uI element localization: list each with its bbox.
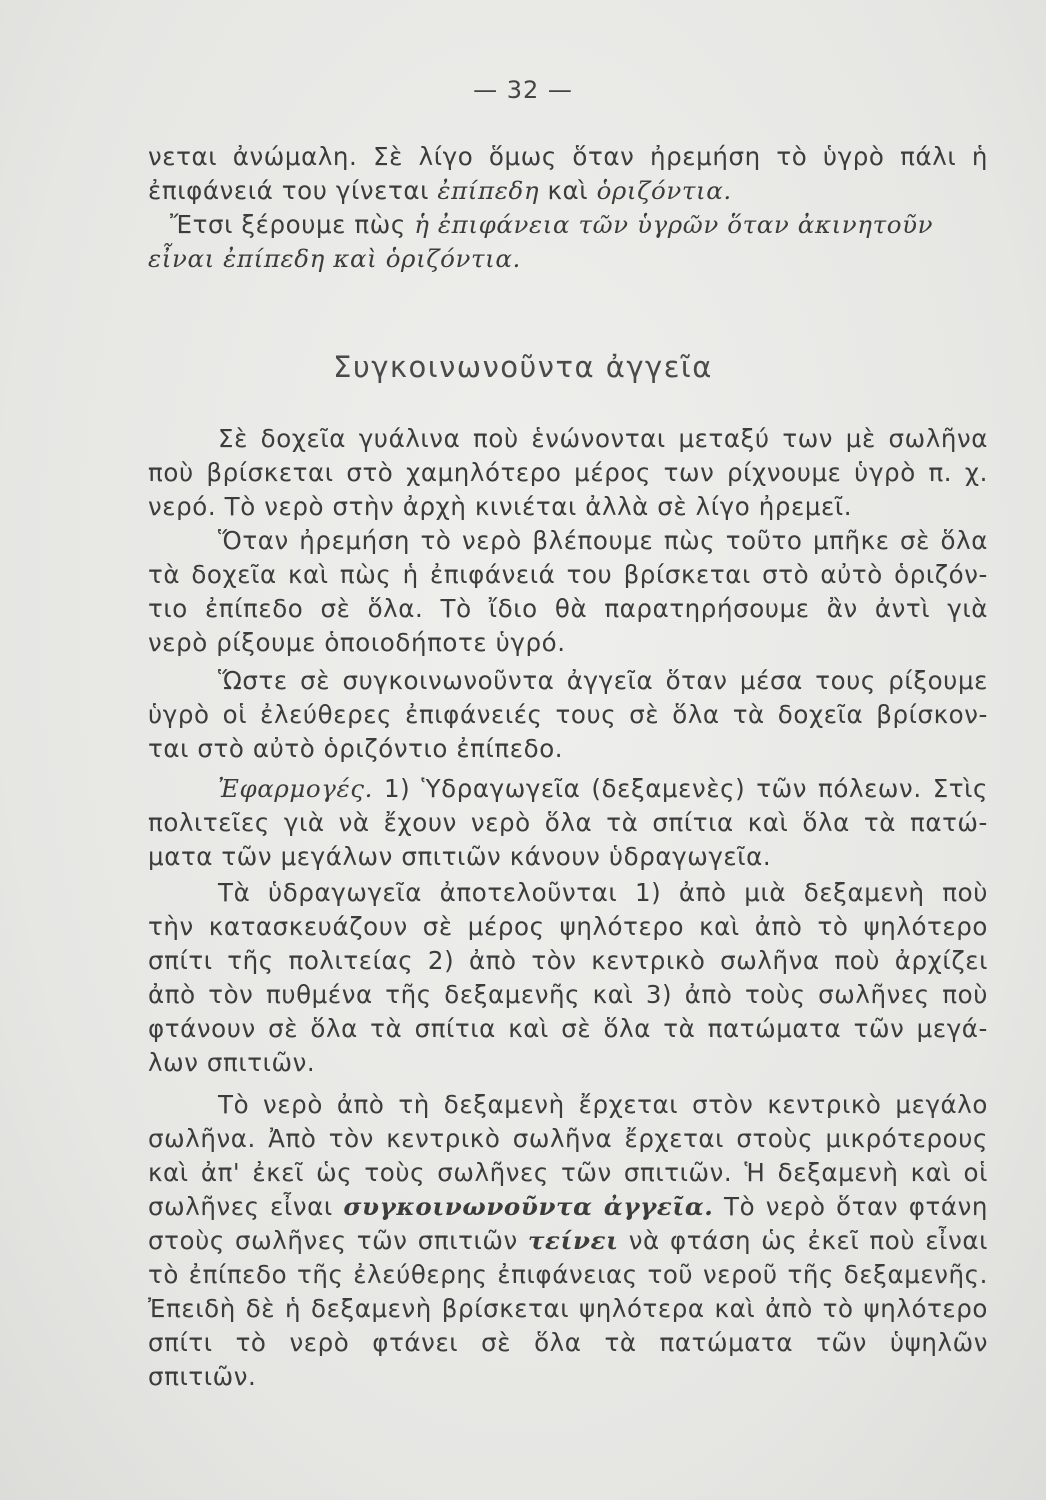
text-line: νερὸ ρίξουμε ὁποιοδήποτε ὑγρό. — [148, 628, 566, 657]
section-heading: Συγκοινωνοῦντα ἀγγεῖα — [333, 350, 713, 384]
text-line: πολιτεῖες γιὰ νὰ ἔχουν νερὸ ὅλα τὰ σπίτια καὶ ὅλα τὰ πατώ- — [148, 808, 988, 837]
text-span: Τὸ νερὸ ὅταν φτάνη — [713, 1192, 988, 1221]
text-span: ἐπιφάνειά του γίνεται — [148, 176, 438, 205]
text-line — [148, 1224, 988, 1258]
text-line: ποὺ βρίσκεται στὸ χαμηλότερο μέρος των ρίχνουμε ὑγρὸ π. χ. — [148, 458, 988, 487]
text-line: τὰ δοχεῖα καὶ πὼς ἡ ἐπιφάνειά του βρίσκεται στὸ αὐτὸ ὁριζόν- — [148, 560, 988, 589]
italic-text: ὁριζόντια. — [596, 176, 732, 205]
text-line: Ὥστε σὲ συγκοινωνοῦντα ἀγγεῖα ὅταν μέσα τους ρίξουμε — [218, 666, 988, 695]
italic-text: ἡ ἐπιφάνεια τῶν ὑγρῶν ὅταν ἀκινητοῦν — [414, 210, 934, 239]
text-line: Τὸ νερὸ ἀπὸ τὴ δεξαμενὴ ἔρχεται στὸν κεντρικὸ μεγάλο — [218, 1090, 988, 1119]
text-span: στοὺς σωλῆνες τῶν σπιτιῶν — [148, 1226, 528, 1255]
text-span: Ἔτσι ξέρουμε πὼς — [170, 210, 415, 239]
text-line: σπίτι τὸ νερὸ φτάνει σὲ ὅλα τὰ πατώματα τῶν ὑψηλῶν — [148, 1328, 988, 1357]
text-line: τὸ ἐπίπεδο τῆς ἐλεύθερης ἐπιφάνειας τοῦ νεροῦ τῆς δεξαμενῆς. — [148, 1260, 988, 1289]
text-line: τὴν κατασκευάζουν σὲ μέρος ψηλότερο καὶ ἀπὸ τὸ ψηλότερο — [148, 912, 988, 941]
text-span: 1) Ὑδραγωγεῖα (δεξαμενὲς) τῶν πόλεων. Στὶς — [372, 774, 988, 803]
text-line: τιο ἐπίπεδο σὲ ὅλα. Τὸ ἴδιο θὰ παρατηρήσουμε ἂν ἀντὶ γιὰ — [148, 594, 988, 623]
italic-text: ἐπίπεδη — [437, 176, 540, 205]
text-line: καὶ ἀπ' ἐκεῖ ὡς τοὺς σωλῆνες τῶν σπιτιῶν. Ἡ δεξαμενὴ καὶ οἱ — [148, 1158, 988, 1187]
text-line: φτάνουν σὲ ὅλα τὰ σπίτια καὶ σὲ ὅλα τὰ πατώματα τῶν μεγά- — [148, 1014, 988, 1043]
text-line: σπιτιῶν. — [148, 1362, 257, 1391]
text-line — [148, 174, 988, 208]
text-line: εἶναι ἐπίπεδη καὶ ὁριζόντια. — [148, 244, 521, 273]
page-number: — 32 — — [473, 76, 573, 104]
italic-text: Ἐφαρμογές. — [218, 774, 373, 803]
text-line: σωλῆνα. Ἀπὸ τὸν κεντρικὸ σωλῆνα ἔρχεται στοὺς μικρότερους — [148, 1124, 988, 1153]
text-line: Σὲ δοχεῖα γυάλινα ποὺ ἑνώνονται μεταξύ των μὲ σωλῆνα — [218, 424, 988, 453]
text-line: νερό. Τὸ νερὸ στὴν ἀρχὴ κινιέται ἀλλὰ σὲ λίγο ἠρεμεῖ. — [148, 492, 853, 521]
text-line — [148, 1190, 988, 1224]
text-span: νὰ φτάση ὡς ἐκεῖ ποὺ εἶναι — [618, 1226, 988, 1255]
italic-text: τείνει — [527, 1226, 619, 1255]
text-line — [148, 772, 988, 806]
text-span: σωλῆνες εἶναι — [148, 1192, 344, 1221]
text-line: ματα τῶν μεγάλων σπιτιῶν κάνουν ὑδραγωγεῖα. — [148, 842, 772, 871]
text-line: ὑγρὸ οἱ ἐλεύθερες ἐπιφάνειές τους σὲ ὅλα τὰ δοχεῖα βρίσκον- — [148, 700, 988, 729]
text-line: Ἐπειδὴ δὲ ἡ δεξαμενὴ βρίσκεται ψηλότερα καὶ ἀπὸ τὸ ψηλότερο — [148, 1294, 988, 1323]
text-line: ται στὸ αὐτὸ ὁριζόντιο ἐπίπεδο. — [148, 734, 564, 763]
text-line: σπίτι τῆς πολιτείας 2) ἀπὸ τὸν κεντρικὸ σωλῆνα ποὺ ἀρχίζει — [148, 946, 988, 975]
text-line: Τὰ ὑδραγωγεῖα ἀποτελοῦνται 1) ἀπὸ μιὰ δεξαμενὴ ποὺ — [218, 878, 988, 907]
text-line: Ὅταν ἠρεμήση τὸ νερὸ βλέπουμε πὼς τοῦτο μπῆκε σὲ ὅλα — [218, 526, 988, 555]
text-line: νεται ἀνώμαλη. Σὲ λίγο ὅμως ὅταν ἠρεμήση τὸ ὑγρὸ πάλι ἡ — [148, 142, 988, 171]
italic-text: συγκοινωνοῦντα ἀγγεῖα. — [343, 1192, 714, 1221]
text-line: λων σπιτιῶν. — [148, 1048, 316, 1077]
text-line: ἀπὸ τὸν πυθμένα τῆς δεξαμενῆς καὶ 3) ἀπὸ τοὺς σωλῆνες ποὺ — [148, 980, 988, 1009]
text-line — [148, 208, 988, 242]
text-span: καὶ — [539, 176, 597, 205]
